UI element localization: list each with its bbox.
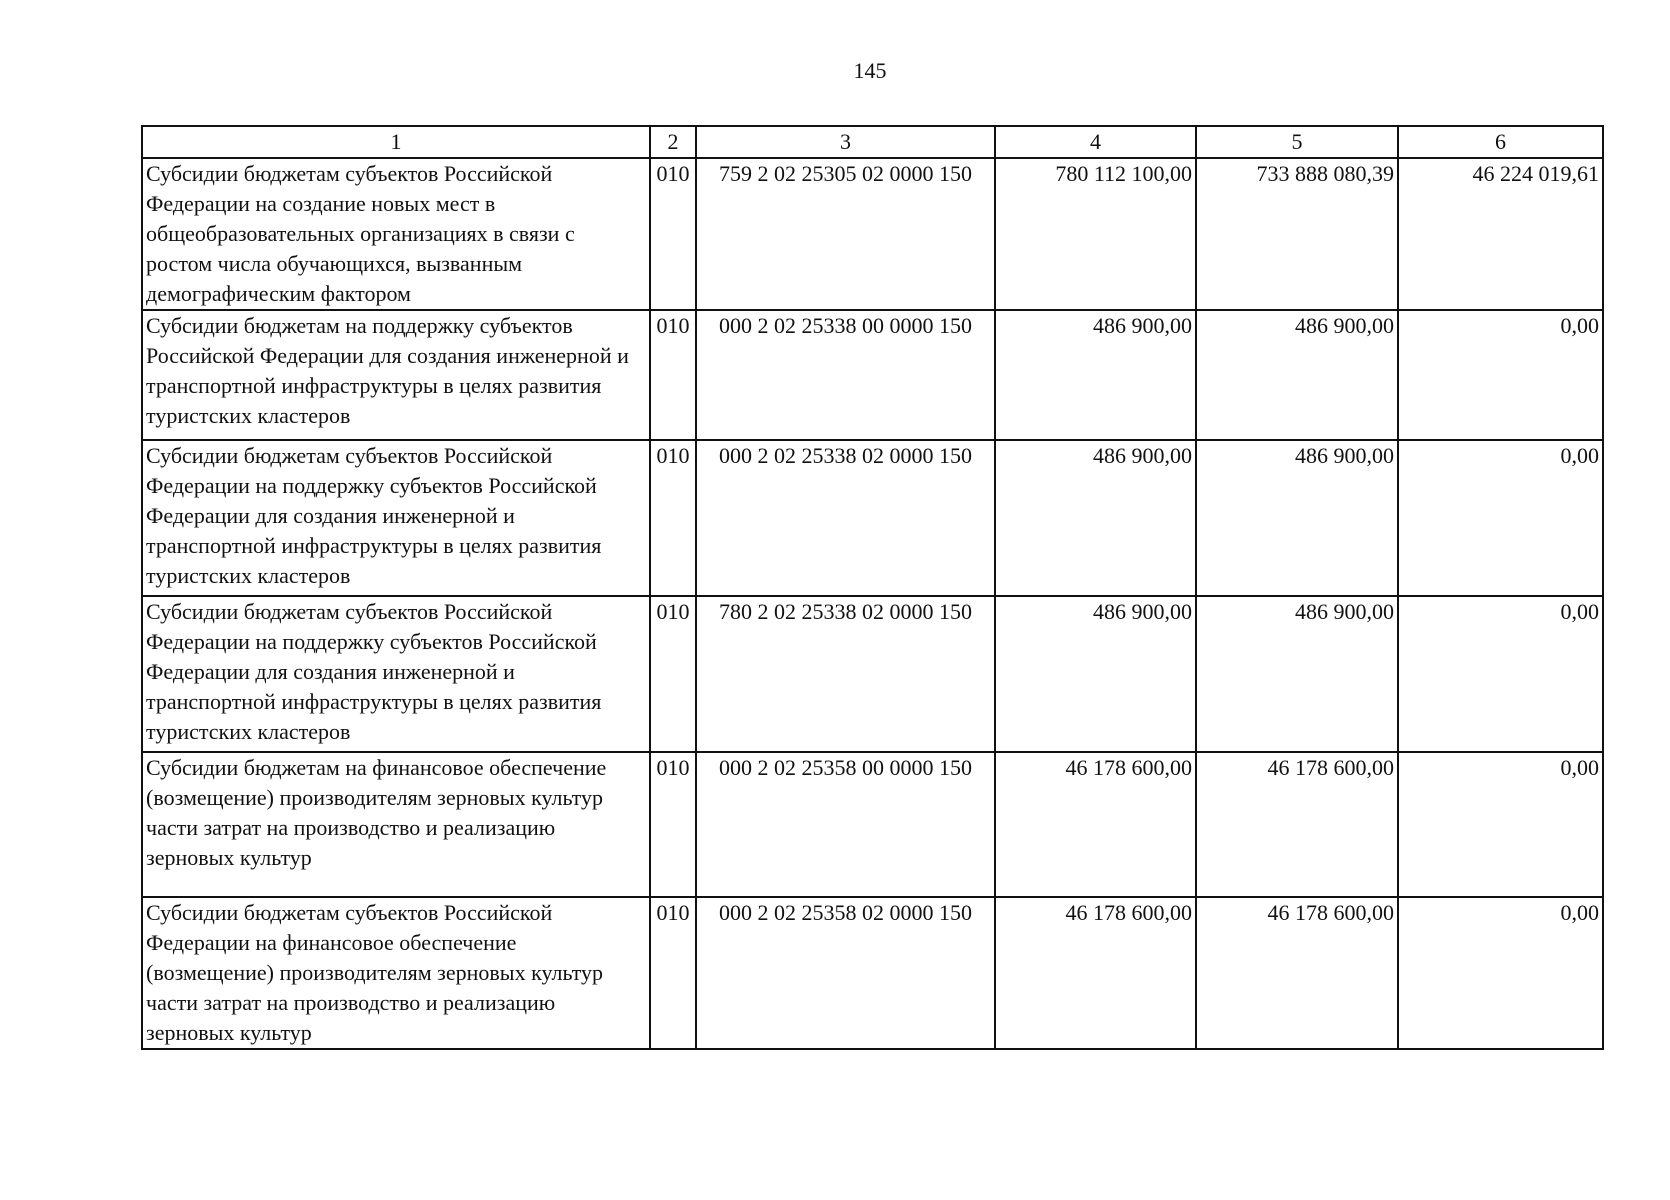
row-unexecuted-cell <box>1398 752 1603 897</box>
row-line-code: 010 <box>656 755 690 780</box>
row-executed: 46 178 600,00 <box>1267 755 1394 780</box>
column-header-4: 4 <box>995 126 1196 158</box>
row-description: Субсидии бюджетам субъектов Российской Федерации на поддержку субъектов Российской Федерации для создания инженерной и транспортной инфраструктуры в целях развития туристских кластеров <box>146 599 602 744</box>
row-unexecuted-cell <box>1398 897 1603 1049</box>
row-budget-code: 000 2 02 25358 00 0000 150 <box>719 755 972 780</box>
row-description: Субсидии бюджетам на финансовое обеспечение (возмещение) производителям зерновых культур части затрат на производство и реализацию зерновых культур <box>146 755 607 870</box>
row-unexecuted: 0,00 <box>1560 313 1599 338</box>
row-budget-code: 000 2 02 25338 02 0000 150 <box>719 443 972 468</box>
row-line-code-cell <box>650 897 696 1049</box>
row-approved: 46 178 600,00 <box>1065 755 1192 780</box>
row-approved: 780 112 100,00 <box>1055 161 1192 186</box>
row-approved: 486 900,00 <box>1093 599 1192 624</box>
column-header-2: 2 <box>650 126 696 158</box>
row-unexecuted-cell <box>1398 440 1603 596</box>
row-line-code-cell <box>650 158 696 310</box>
row-budget-code-cell <box>696 310 995 440</box>
row-line-code-cell <box>650 440 696 596</box>
row-budget-code: 759 2 02 25305 02 0000 150 <box>719 161 972 186</box>
column-header-3: 3 <box>696 126 995 158</box>
row-executed: 733 888 080,39 <box>1256 161 1394 186</box>
table-header-row <box>142 126 1603 158</box>
row-budget-code-cell <box>696 158 995 310</box>
row-description: Субсидии бюджетам субъектов Российской Федерации на финансовое обеспечение (возмещение) производителям зерновых культур части затрат на производство и реализацию зерновых культур <box>146 900 603 1045</box>
row-unexecuted: 0,00 <box>1560 443 1599 468</box>
table-row <box>142 440 1603 596</box>
row-unexecuted-cell <box>1398 310 1603 440</box>
row-executed-cell <box>1196 310 1398 440</box>
row-budget-code: 000 2 02 25338 00 0000 150 <box>719 313 972 338</box>
row-executed: 486 900,00 <box>1295 599 1394 624</box>
row-executed-cell <box>1196 158 1398 310</box>
row-approved-cell <box>995 310 1196 440</box>
table-row <box>142 310 1603 440</box>
row-description: Субсидии бюджетам субъектов Российской Федерации на создание новых мест в общеобразовательных организациях в связи с ростом числа обучающихся, вызванным демографическим фактором <box>146 161 575 306</box>
row-budget-code: 000 2 02 25358 02 0000 150 <box>719 900 972 925</box>
row-approved: 486 900,00 <box>1093 443 1192 468</box>
budget-execution-table <box>141 125 1604 1050</box>
row-executed: 46 178 600,00 <box>1267 900 1394 925</box>
row-description: Субсидии бюджетам субъектов Российской Федерации на поддержку субъектов Российской Федерации для создания инженерной и транспортной инфраструктуры в целях развития туристских кластеров <box>146 443 602 588</box>
column-header-6: 6 <box>1398 126 1603 158</box>
column-header-1: 1 <box>142 126 650 158</box>
row-budget-code-cell <box>696 752 995 897</box>
row-approved-cell <box>995 440 1196 596</box>
row-approved: 486 900,00 <box>1093 313 1192 338</box>
row-approved-cell <box>995 158 1196 310</box>
row-unexecuted: 0,00 <box>1560 900 1599 925</box>
row-unexecuted-cell <box>1398 158 1603 310</box>
column-header-5: 5 <box>1196 126 1398 158</box>
row-line-code-cell <box>650 596 696 752</box>
row-executed-cell <box>1196 596 1398 752</box>
row-budget-code: 780 2 02 25338 02 0000 150 <box>719 599 972 624</box>
row-unexecuted: 46 224 019,61 <box>1472 161 1599 186</box>
row-line-code-cell <box>650 310 696 440</box>
row-budget-code-cell <box>696 440 995 596</box>
row-line-code: 010 <box>656 313 690 338</box>
table-row <box>142 158 1603 310</box>
row-budget-code-cell <box>696 897 995 1049</box>
row-description-cell <box>142 752 650 897</box>
row-description: Субсидии бюджетам на поддержку субъектов Российской Федерации для создания инженерной и транспортной инфраструктуры в целях развития туристских кластеров <box>146 313 629 428</box>
page-number: 145 <box>853 58 887 83</box>
table-row <box>142 596 1603 752</box>
row-description-cell <box>142 310 650 440</box>
table-row <box>142 752 1603 897</box>
row-budget-code-cell <box>696 596 995 752</box>
row-approved: 46 178 600,00 <box>1065 900 1192 925</box>
row-approved-cell <box>995 752 1196 897</box>
row-approved-cell <box>995 897 1196 1049</box>
row-line-code: 010 <box>656 900 690 925</box>
row-description-cell <box>142 440 650 596</box>
row-executed: 486 900,00 <box>1295 443 1394 468</box>
row-description-cell <box>142 158 650 310</box>
row-unexecuted-cell <box>1398 596 1603 752</box>
row-description-cell <box>142 897 650 1049</box>
row-executed-cell <box>1196 897 1398 1049</box>
row-unexecuted: 0,00 <box>1560 755 1599 780</box>
row-line-code: 010 <box>656 161 690 186</box>
row-line-code-cell <box>650 752 696 897</box>
row-executed-cell <box>1196 440 1398 596</box>
row-line-code: 010 <box>656 443 690 468</box>
row-description-cell <box>142 596 650 752</box>
row-executed-cell <box>1196 752 1398 897</box>
row-unexecuted: 0,00 <box>1560 599 1599 624</box>
row-executed: 486 900,00 <box>1295 313 1394 338</box>
row-line-code: 010 <box>656 599 690 624</box>
row-approved-cell <box>995 596 1196 752</box>
table-row <box>142 897 1603 1049</box>
